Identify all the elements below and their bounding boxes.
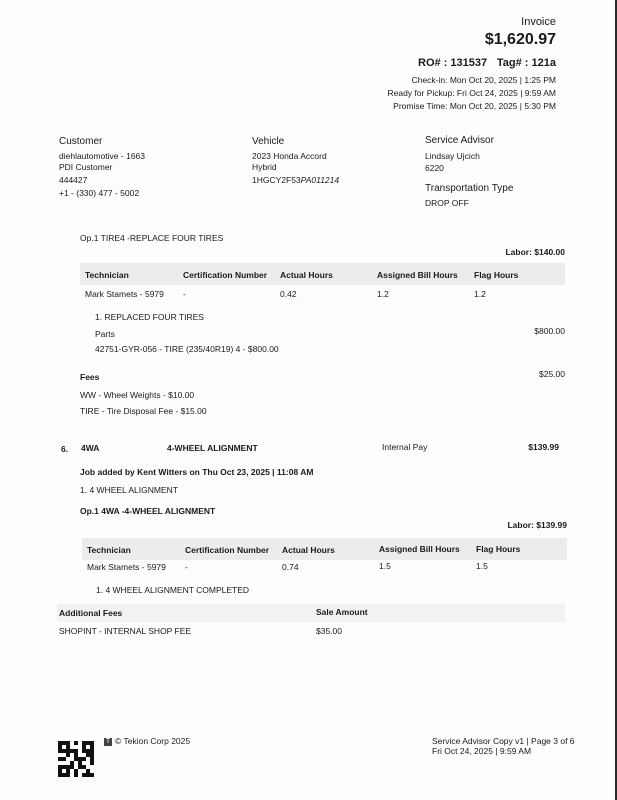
footer-copyright: [104, 736, 190, 746]
ro-number: RO# : 131537: [418, 57, 488, 69]
customer-heading: Customer: [59, 136, 103, 147]
op1-bill-hours: 1.2: [377, 289, 389, 299]
op1-actual-hours: 0.42: [280, 289, 297, 299]
op1-fees-total: $25.00: [539, 369, 565, 379]
op1-labor: Labor: $140.00: [505, 247, 565, 257]
vin-prefix: 1HGCY2F53: [252, 175, 301, 185]
job6-added-by: Job added by Kent Witters on Thu Oct 23, 2025 | 11:08 AM: [80, 467, 314, 477]
op1-col-flag-hours: Flag Hours: [474, 270, 519, 280]
op1-col-certification: Certification Number: [183, 270, 268, 280]
invoice-total: $1,620.97: [484, 31, 556, 48]
footer-date: Fri Oct 24, 2025 | 9:59 AM: [432, 746, 532, 756]
tag-number: Tag# : 121a: [496, 57, 556, 69]
job6-code: 4WA: [81, 443, 100, 453]
customer-phone: +1 - (330) 477 - 5002: [59, 188, 140, 198]
tekion-logo-icon: T: [105, 737, 111, 745]
op1-part-line: 42751-GYR-056 - TIRE (235/40R19) 4 - $800.00: [95, 344, 279, 354]
job6-col-bill-hours: Assigned Bill Hours: [379, 544, 460, 554]
op1-title: Op.1 TIRE4 -REPLACE FOUR TIRES: [80, 233, 224, 243]
ready-time: Ready for Pickup: Fri Oct 24, 2025 | 9:59 AM: [387, 88, 556, 98]
footer-copy-info: Service Advisor Copy v1 | Page 3 of 6: [432, 736, 575, 746]
job6-flag-hours: 1.5: [476, 561, 488, 571]
op1-technician: Mark Stamets - 5979: [85, 289, 164, 299]
op1-col-bill-hours: Assigned Bill Hours: [377, 270, 458, 280]
job6-col-technician: Technician: [87, 545, 131, 555]
qr-code-icon: [58, 741, 94, 777]
vehicle-vin: [252, 175, 339, 185]
job6-op-title: Op.1 4WA -4-WHEEL ALIGNMENT: [80, 506, 216, 516]
job6-story: 1. 4 WHEEL ALIGNMENT COMPLETED: [96, 585, 250, 595]
vehicle-model: 2023 Honda Accord: [252, 151, 327, 161]
vin-suffix: PA011214: [300, 175, 340, 185]
copyright-text: © Tekion Corp 2025: [115, 736, 191, 746]
checkin-time: Check-in: Mon Oct 20, 2025 | 1:25 PM: [411, 75, 556, 85]
sale-amount-heading: Sale Amount: [316, 607, 368, 617]
shop-fee-item: SHOPINT - INTERNAL SHOP FEE: [59, 626, 192, 636]
vehicle-heading: Vehicle: [252, 136, 285, 147]
op1-col-technician: Technician: [85, 270, 129, 280]
shop-fee-amount: $35.00: [316, 626, 342, 636]
job6-pay-type: Internal Pay: [382, 442, 428, 452]
transport-type: DROP OFF: [425, 198, 469, 208]
op1-parts-total: $800.00: [534, 326, 565, 336]
additional-fees-heading: Additional Fees: [59, 608, 123, 618]
customer-type: PDI Customer: [59, 162, 113, 172]
job6-col-certification: Certification Number: [185, 545, 270, 555]
job6-number: 6.: [61, 444, 69, 454]
op1-certification: -: [183, 289, 186, 299]
op1-flag-hours: 1.2: [474, 289, 486, 299]
job6-technician: Mark Stamets - 5979: [87, 562, 166, 572]
op1-col-actual-hours: Actual Hours: [280, 270, 333, 280]
op1-fee-wheel-weights: WW - Wheel Weights - $10.00: [80, 390, 195, 400]
additional-fees-header: [57, 604, 565, 622]
invoice-label: Invoice: [521, 16, 556, 28]
transport-heading: Transportation Type: [425, 183, 514, 194]
op1-parts-heading: Parts: [95, 329, 115, 339]
job6-col-actual-hours: Actual Hours: [282, 545, 335, 555]
advisor-number: 6220: [425, 163, 444, 173]
job6-bill-hours: 1.5: [379, 561, 391, 571]
advisor-name: Lindsay Ujcich: [425, 151, 480, 161]
customer-name: diehlautomotive - 1663: [59, 151, 146, 161]
advisor-heading: Service Advisor: [425, 135, 494, 146]
op1-fees-heading: Fees: [80, 372, 100, 382]
job6-col-flag-hours: Flag Hours: [476, 544, 521, 554]
job6-certification: -: [185, 562, 188, 572]
job6-name: 4-WHEEL ALIGNMENT: [167, 443, 258, 453]
job6-actual-hours: 0.74: [282, 562, 299, 572]
promise-time: Promise Time: Mon Oct 20, 2025 | 5:30 PM: [393, 101, 556, 111]
job6-labor: Labor: $139.99: [507, 520, 567, 530]
job6-amount: $139.99: [528, 442, 559, 452]
op1-story: 1. REPLACED FOUR TIRES: [95, 312, 204, 322]
vehicle-trim: Hybrid: [252, 162, 277, 172]
job6-concern: 1. 4 WHEEL ALIGNMENT: [80, 485, 178, 495]
op1-fee-tire-disposal: TIRE - Tire Disposal Fee - $15.00: [80, 406, 207, 416]
customer-id: 444427: [59, 175, 88, 185]
